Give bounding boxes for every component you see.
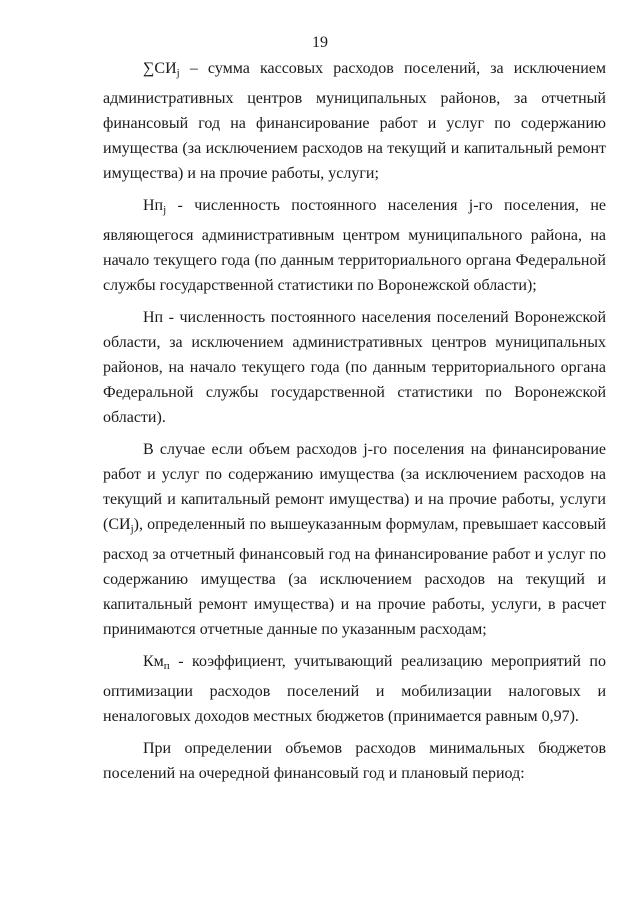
symbol-subscript: j — [130, 523, 134, 535]
symbol-np: Нп — [143, 197, 164, 214]
paragraph-np — [103, 305, 606, 430]
symbol-subscript: j — [163, 204, 167, 216]
paragraph-text: ), определенный по вышеуказанным формулам, превышает кассовый расход за отчетный финансовый год на финансирование работ и услуг по содержанию имущества (за исключением расходов на текущий и капитальный ремонт имущества) и на прочие работы, услуги, в расчет принимаются отчетные данные по указанным расходам; — [103, 516, 606, 638]
symbol-km: Км — [143, 653, 164, 670]
symbol-sum-si: ∑СИ — [143, 60, 177, 77]
paragraph-text: При определении объемов расходов минимальных бюджетов поселений на очередной финансовый год и плановый период: — [103, 740, 606, 782]
paragraph-text: - численность постоянного населения j-го поселения, не являющегося административным центром муниципального района, на начало текущего года (по данным территориального органа Федеральной службы государственной статистики по Воронежской области); — [103, 197, 606, 294]
document-body — [103, 56, 606, 793]
paragraph-case — [103, 437, 606, 642]
paragraph-text: - коэффициент, учитывающий реализацию мероприятий по оптимизации расходов поселений и мобилизации налоговых и неналоговых доходов местных бюджетов (принимается равным 0,97). — [103, 653, 606, 725]
paragraph-determination — [103, 736, 606, 786]
paragraph-np-j — [103, 193, 606, 298]
page-number: 19 — [312, 34, 328, 51]
paragraph-text: – сумма кассовых расходов поселений, за исключением административных центров муниципальных районов, за отчетный финансовый год на финансирование работ и услуг по содержанию имущества (за исключением расходов на текущий и капитальный ремонт имущества) и на прочие работы, услуги; — [103, 60, 606, 182]
symbol-subscript: п — [163, 660, 170, 672]
paragraph-km — [103, 649, 606, 729]
paragraph-text-start: В случае если объем расходов j-го поселения на финансирование работ и услуг по содержанию имущества (за исключением расходов на текущий и капитальный ремонт имущества) и на прочие работы, услуги (СИ — [103, 441, 606, 533]
paragraph-text: - численность постоянного населения поселений Воронежской области, за исключением административных центров муниципальных районов, на начало текущего года (по данным территориального органа Федеральной службы государственной статистики по Воронежской области). — [103, 309, 606, 426]
symbol-np: Нп — [143, 309, 164, 326]
paragraph-sum-si — [103, 56, 606, 186]
symbol-subscript: j — [176, 67, 180, 79]
